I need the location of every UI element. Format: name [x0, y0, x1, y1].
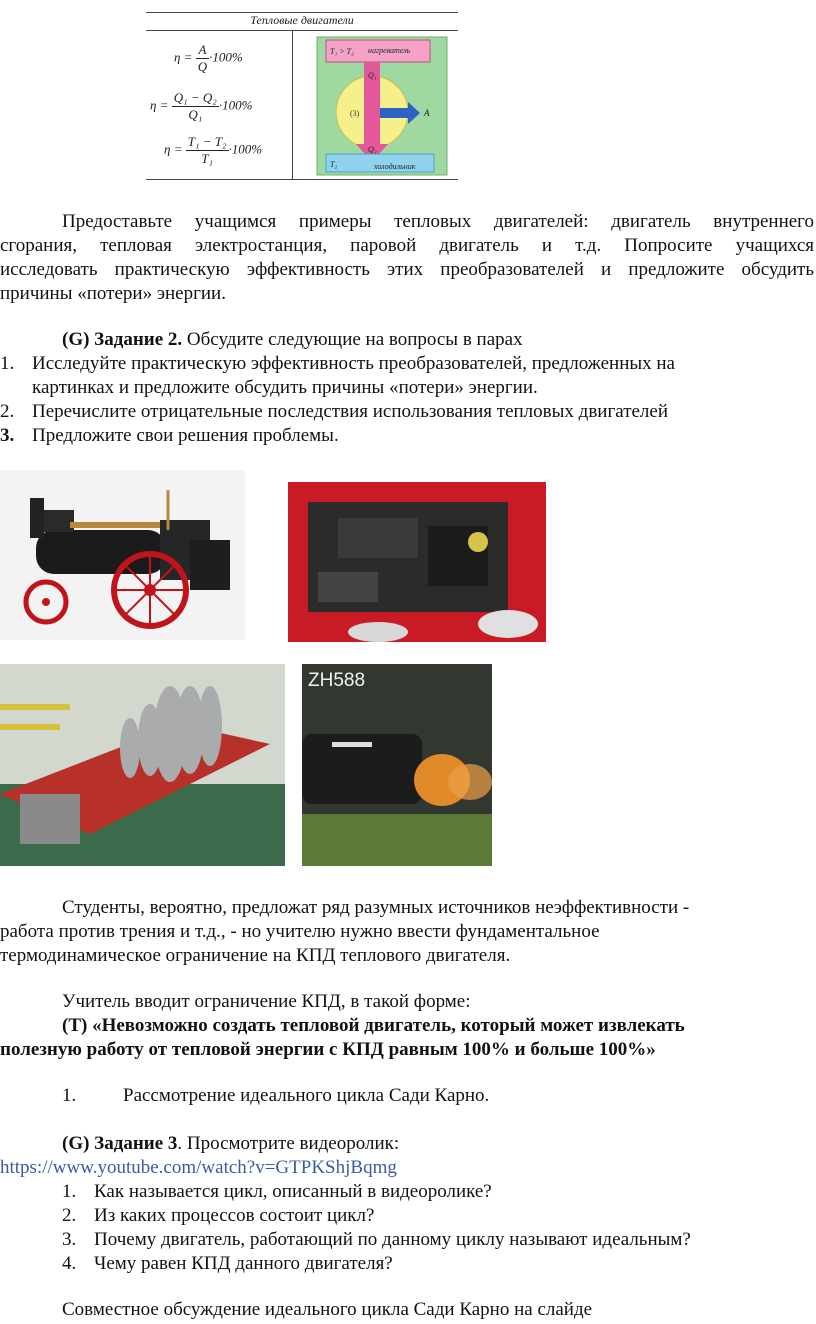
para1-line4: причины «потери» энергии. — [0, 283, 226, 304]
task3-heading — [62, 1132, 399, 1156]
para2-line1: Студенты, вероятно, предложат ряд разумных источников неэффективности - — [62, 897, 690, 918]
jet-engine-photo — [302, 664, 492, 866]
task3-item-3 — [62, 1228, 812, 1252]
list-number: 1. — [62, 1181, 77, 1202]
para3-intro: Учитель вводит ограничение КПД, в такой форме: — [62, 991, 471, 1012]
para2-line3: термодинамическое ограничение на КПД теплового двигателя. — [0, 945, 511, 966]
list-number: 3. — [62, 1229, 77, 1250]
table-title: Тепловые двигатели — [250, 13, 354, 27]
list-text: Почему двигатель, работающий по данному циклу называют идеальным? — [94, 1229, 691, 1250]
list-text: Как называется цикл, описанный в видеоролике? — [94, 1181, 492, 1202]
work-arrow — [380, 108, 408, 118]
formula-efficiency-work: η = $\frac{A}{Q}$ ·100% — [174, 42, 243, 74]
para1-line1: Предоставьте учащимся примеры тепловых двигателей: двигатель внутреннего — [62, 211, 814, 232]
heater-condition: T₁ > T₂ — [330, 47, 354, 56]
jet-engine-illustration — [302, 664, 492, 866]
para3-thesis-line2: полезную работу от тепловой энергии с КПД равным 100% и больше 100%» — [0, 1039, 656, 1060]
list-text: Исследуйте практическую эффективность преобразователей, предложенных на — [32, 353, 675, 374]
cooler-label: холодильник — [374, 162, 416, 171]
heat-engines-table — [146, 12, 458, 180]
task2-label: (G) Задание 2. — [62, 329, 183, 350]
aircraft-tail-number: ZH588 — [308, 670, 366, 691]
carnot-text: Рассмотрение идеального цикла Сади Карно. — [123, 1085, 490, 1106]
steam-turbine-illustration — [0, 664, 285, 866]
list-number: 3. — [0, 425, 15, 446]
list-number: 2. — [0, 401, 15, 422]
work-label: A — [424, 108, 430, 118]
car-engine-photo — [288, 482, 546, 642]
para3-thesis-line1: (T) «Невозможно создать тепловой двигатель, который может извлекать — [62, 1015, 685, 1036]
list-number: 4. — [62, 1253, 77, 1274]
task3-item-1 — [62, 1180, 812, 1204]
para1-line2: сгорания, тепловая электростанция, паровой двигатель и т.д. Попросите учащихся — [0, 235, 814, 256]
cooler-temperature: T₂ — [330, 160, 338, 169]
table-column-divider — [292, 30, 293, 180]
steam-engine-photo — [0, 470, 245, 640]
engine-label: (3) — [350, 109, 360, 118]
carnot-number: 1. — [62, 1085, 77, 1106]
list-text: Чему равен КПД данного двигателя? — [94, 1253, 393, 1274]
steam-turbine-photo — [0, 664, 285, 866]
task3-text: . Просмотрите видеоролик: — [177, 1133, 400, 1154]
closing-line: Совместное обсуждение идеального цикла Сади Карно на слайде — [62, 1299, 593, 1320]
formula-efficiency-heat: η = $\frac{\text{Q₁ − Q₂}}{\text{Q₁}}$ ·100% — [150, 90, 253, 122]
task3-item-4 — [62, 1252, 812, 1276]
task2-item-3 — [0, 424, 816, 448]
car-engine-illustration — [288, 482, 546, 642]
q2-label: Q₂ — [368, 145, 377, 154]
task3-label: (G) Задание 3 — [62, 1133, 178, 1154]
para1-line3: исследовать практическую эффективность этих преобразователей и предложите обсудить — [0, 259, 814, 280]
task2-item-2 — [0, 400, 816, 424]
q1-label: Q₁ — [368, 71, 377, 80]
task2-item-1 — [0, 352, 816, 400]
list-text-continued: картинках и предложите обсудить причины «потери» энергии. — [32, 377, 538, 398]
heat-engine-diagram — [316, 36, 448, 176]
video-link[interactable]: https://www.youtube.com/watch?v=GTPKShjBqmg — [0, 1157, 397, 1178]
task3-item-2 — [62, 1204, 812, 1228]
list-text: Предложите свои решения проблемы. — [32, 425, 339, 446]
table-header-rule — [146, 30, 458, 31]
para2-line2: работа против трения и т.д., - но учителю нужно ввести фундаментальное — [0, 921, 600, 942]
task2-text: Обсудите следующие на вопросы в парах — [182, 329, 523, 350]
task2-heading — [62, 328, 523, 352]
heater-label: нагреватель — [368, 46, 411, 55]
list-number: 2. — [62, 1205, 77, 1226]
steam-engine-illustration — [0, 470, 245, 640]
formula-efficiency-temperature: η = $\frac{\text{T₁ − T₂}}{\text{T₁}}$ ·100% — [164, 134, 263, 166]
list-text: Из каких процессов состоит цикл? — [94, 1205, 375, 1226]
list-text: Перечислите отрицательные последствия использования тепловых двигателей — [32, 401, 669, 422]
list-number: 1. — [0, 353, 15, 374]
table-bottom-rule — [146, 179, 458, 180]
